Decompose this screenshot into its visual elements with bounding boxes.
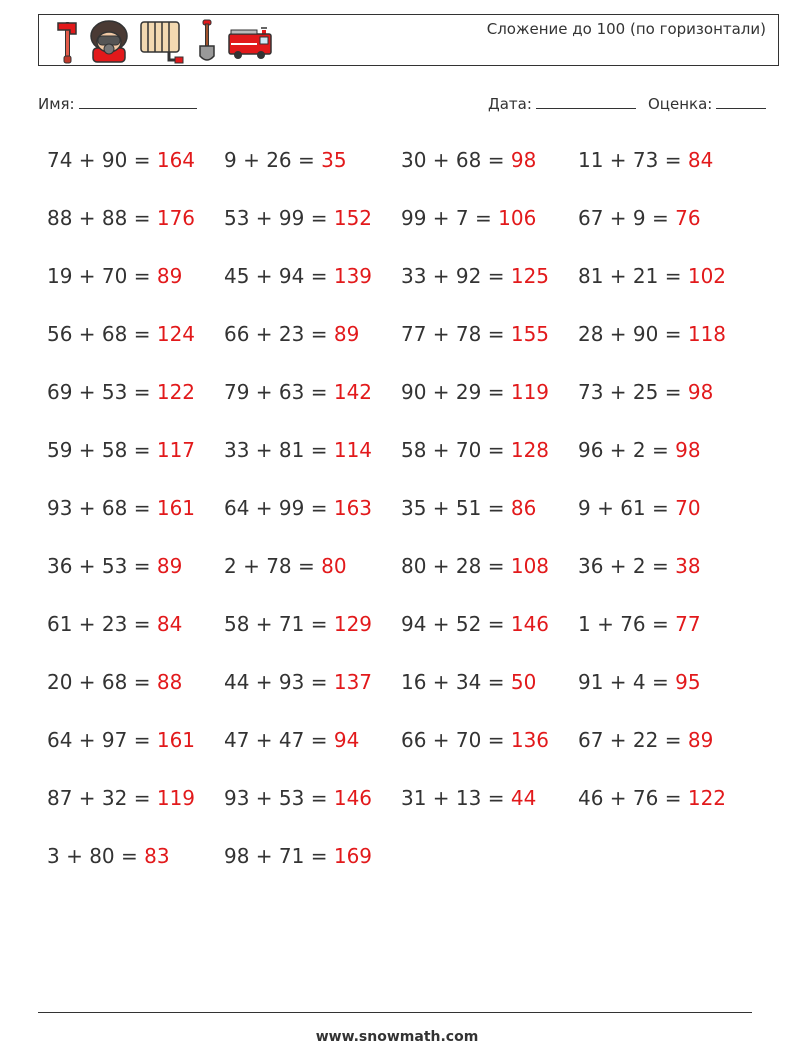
problem-question: 74 + 90 = <box>47 148 157 172</box>
grade-label: Оценка: <box>648 95 713 113</box>
problem-question: 44 + 93 = <box>224 670 334 694</box>
problem-item <box>47 380 195 404</box>
problem-answer: 122 <box>156 380 196 404</box>
problem-answer: 146 <box>333 786 373 810</box>
problem-item <box>578 148 713 172</box>
problem-question: 99 + 7 = <box>401 206 499 230</box>
problem-question: 20 + 68 = <box>47 670 157 694</box>
problem-item <box>47 264 182 288</box>
problem-answer: 95 <box>675 670 701 694</box>
problem-answer: 152 <box>333 206 373 230</box>
problem-question: 88 + 88 = <box>47 206 157 230</box>
problem-question: 3 + 80 = <box>47 844 145 868</box>
problem-answer: 129 <box>333 612 373 636</box>
problem-question: 66 + 70 = <box>401 728 511 752</box>
problem-question: 66 + 23 = <box>224 322 334 346</box>
problem-answer: 137 <box>333 670 373 694</box>
problem-answer: 163 <box>333 496 373 520</box>
problem-answer: 164 <box>156 148 196 172</box>
problem-question: 73 + 25 = <box>578 380 688 404</box>
problem-answer: 114 <box>333 438 373 462</box>
problem-question: 77 + 78 = <box>401 322 511 346</box>
problem-answer: 38 <box>675 554 701 578</box>
problem-question: 31 + 13 = <box>401 786 511 810</box>
problem-item <box>578 786 726 810</box>
problem-question: 36 + 2 = <box>578 554 676 578</box>
problem-answer: 80 <box>321 554 347 578</box>
problem-answer: 117 <box>156 438 196 462</box>
problem-question: 93 + 68 = <box>47 496 157 520</box>
problem-answer: 86 <box>510 496 537 520</box>
problem-item <box>401 148 536 172</box>
problem-item <box>401 322 549 346</box>
problem-item <box>224 206 372 230</box>
problem-question: 28 + 90 = <box>578 322 688 346</box>
problem-answer: 122 <box>687 786 727 810</box>
problem-question: 16 + 34 = <box>401 670 511 694</box>
problem-question: 46 + 76 = <box>578 786 688 810</box>
problem-question: 36 + 53 = <box>47 554 157 578</box>
problem-question: 94 + 52 = <box>401 612 511 636</box>
problem-item <box>578 438 701 462</box>
problem-answer: 108 <box>510 554 550 578</box>
problem-question: 59 + 58 = <box>47 438 157 462</box>
problem-item <box>401 728 549 752</box>
problem-item <box>47 612 182 636</box>
problem-question: 2 + 78 = <box>224 554 322 578</box>
problem-item <box>224 612 372 636</box>
problem-answer: 155 <box>510 322 550 346</box>
problem-question: 90 + 29 = <box>401 380 511 404</box>
problem-item <box>224 728 359 752</box>
problem-question: 33 + 81 = <box>224 438 334 462</box>
problem-item <box>224 786 372 810</box>
problem-answer: 89 <box>333 322 360 346</box>
problem-answer: 102 <box>687 264 727 288</box>
problem-answer: 119 <box>510 380 550 404</box>
problem-answer: 142 <box>333 380 373 404</box>
problem-item <box>47 322 195 346</box>
problem-answer: 77 <box>675 612 701 636</box>
problem-item <box>401 380 549 404</box>
problem-question: 30 + 68 = <box>401 148 511 172</box>
problem-item <box>47 844 170 868</box>
problem-item <box>224 148 347 172</box>
problem-item <box>224 844 372 868</box>
problem-question: 61 + 23 = <box>47 612 157 636</box>
problem-item <box>47 438 195 462</box>
problem-question: 93 + 53 = <box>224 786 334 810</box>
problem-answer: 88 <box>156 670 183 694</box>
problem-answer: 161 <box>156 728 196 752</box>
problem-question: 80 + 28 = <box>401 554 511 578</box>
footer-divider <box>38 1012 752 1013</box>
problem-question: 11 + 73 = <box>578 148 688 172</box>
name-label: Имя: <box>38 95 75 113</box>
problem-item <box>224 670 372 694</box>
problem-question: 58 + 71 = <box>224 612 334 636</box>
problem-question: 9 + 61 = <box>578 496 676 520</box>
problem-answer: 169 <box>333 844 373 868</box>
problem-question: 81 + 21 = <box>578 264 688 288</box>
worksheet-title: Сложение до 100 (по горизонтали) <box>486 20 766 38</box>
problem-answer: 119 <box>156 786 196 810</box>
problem-item <box>224 380 372 404</box>
problem-answer: 139 <box>333 264 373 288</box>
problem-item <box>578 322 726 346</box>
problem-question: 53 + 99 = <box>224 206 334 230</box>
problem-item <box>401 496 536 520</box>
problem-answer: 84 <box>687 148 714 172</box>
problem-item <box>578 380 713 404</box>
problem-item <box>578 670 701 694</box>
problem-item <box>224 496 372 520</box>
problem-item <box>47 728 195 752</box>
problem-item <box>401 438 549 462</box>
problem-answer: 89 <box>156 264 183 288</box>
problem-question: 96 + 2 = <box>578 438 676 462</box>
problem-item <box>401 264 549 288</box>
problem-item <box>578 728 713 752</box>
problem-answer: 83 <box>144 844 170 868</box>
problem-question: 87 + 32 = <box>47 786 157 810</box>
problem-item <box>578 264 726 288</box>
problem-item <box>401 554 549 578</box>
problem-item <box>224 438 372 462</box>
problem-answer: 146 <box>510 612 550 636</box>
problem-item <box>401 612 549 636</box>
problem-answer: 94 <box>333 728 360 752</box>
problem-answer: 124 <box>156 322 196 346</box>
problem-item <box>224 264 372 288</box>
problem-item <box>47 496 195 520</box>
problem-answer: 98 <box>687 380 714 404</box>
problem-item <box>578 496 701 520</box>
problem-question: 45 + 94 = <box>224 264 334 288</box>
problem-answer: 136 <box>510 728 550 752</box>
problem-answer: 44 <box>510 786 537 810</box>
problem-item <box>47 148 195 172</box>
problem-answer: 106 <box>498 206 537 230</box>
problem-item <box>224 322 359 346</box>
problem-answer: 161 <box>156 496 196 520</box>
problem-question: 35 + 51 = <box>401 496 511 520</box>
problem-answer: 98 <box>510 148 537 172</box>
problem-answer: 125 <box>510 264 550 288</box>
problem-question: 98 + 71 = <box>224 844 334 868</box>
problem-answer: 128 <box>510 438 550 462</box>
problem-item <box>578 554 701 578</box>
problem-answer: 70 <box>675 496 701 520</box>
problem-question: 47 + 47 = <box>224 728 334 752</box>
problem-answer: 118 <box>687 322 727 346</box>
problem-question: 67 + 22 = <box>578 728 688 752</box>
problem-question: 56 + 68 = <box>47 322 157 346</box>
problem-answer: 98 <box>675 438 701 462</box>
problem-question: 79 + 63 = <box>224 380 334 404</box>
problem-item <box>224 554 347 578</box>
problem-question: 91 + 4 = <box>578 670 676 694</box>
problem-question: 1 + 76 = <box>578 612 676 636</box>
problem-question: 19 + 70 = <box>47 264 157 288</box>
problem-answer: 89 <box>156 554 183 578</box>
problem-item <box>47 786 195 810</box>
problem-answer: 50 <box>510 670 537 694</box>
problem-item <box>401 786 536 810</box>
problem-answer: 176 <box>156 206 196 230</box>
problem-question: 9 + 26 = <box>224 148 322 172</box>
problem-answer: 89 <box>687 728 714 752</box>
problem-item <box>578 206 701 230</box>
date-label: Дата: <box>488 95 532 113</box>
footer-url: www.snowmath.com <box>315 1029 479 1045</box>
problem-answer: 35 <box>321 148 347 172</box>
problem-question: 58 + 70 = <box>401 438 511 462</box>
problem-question: 69 + 53 = <box>47 380 157 404</box>
problem-item <box>47 554 182 578</box>
problem-item <box>401 206 536 230</box>
problem-answer: 84 <box>156 612 183 636</box>
problem-item <box>401 670 536 694</box>
problem-item <box>47 670 182 694</box>
problem-answer: 76 <box>675 206 701 230</box>
problem-item <box>578 612 701 636</box>
problem-question: 33 + 92 = <box>401 264 511 288</box>
problem-item <box>47 206 195 230</box>
problem-question: 64 + 99 = <box>224 496 334 520</box>
problem-question: 64 + 97 = <box>47 728 157 752</box>
problem-question: 67 + 9 = <box>578 206 676 230</box>
